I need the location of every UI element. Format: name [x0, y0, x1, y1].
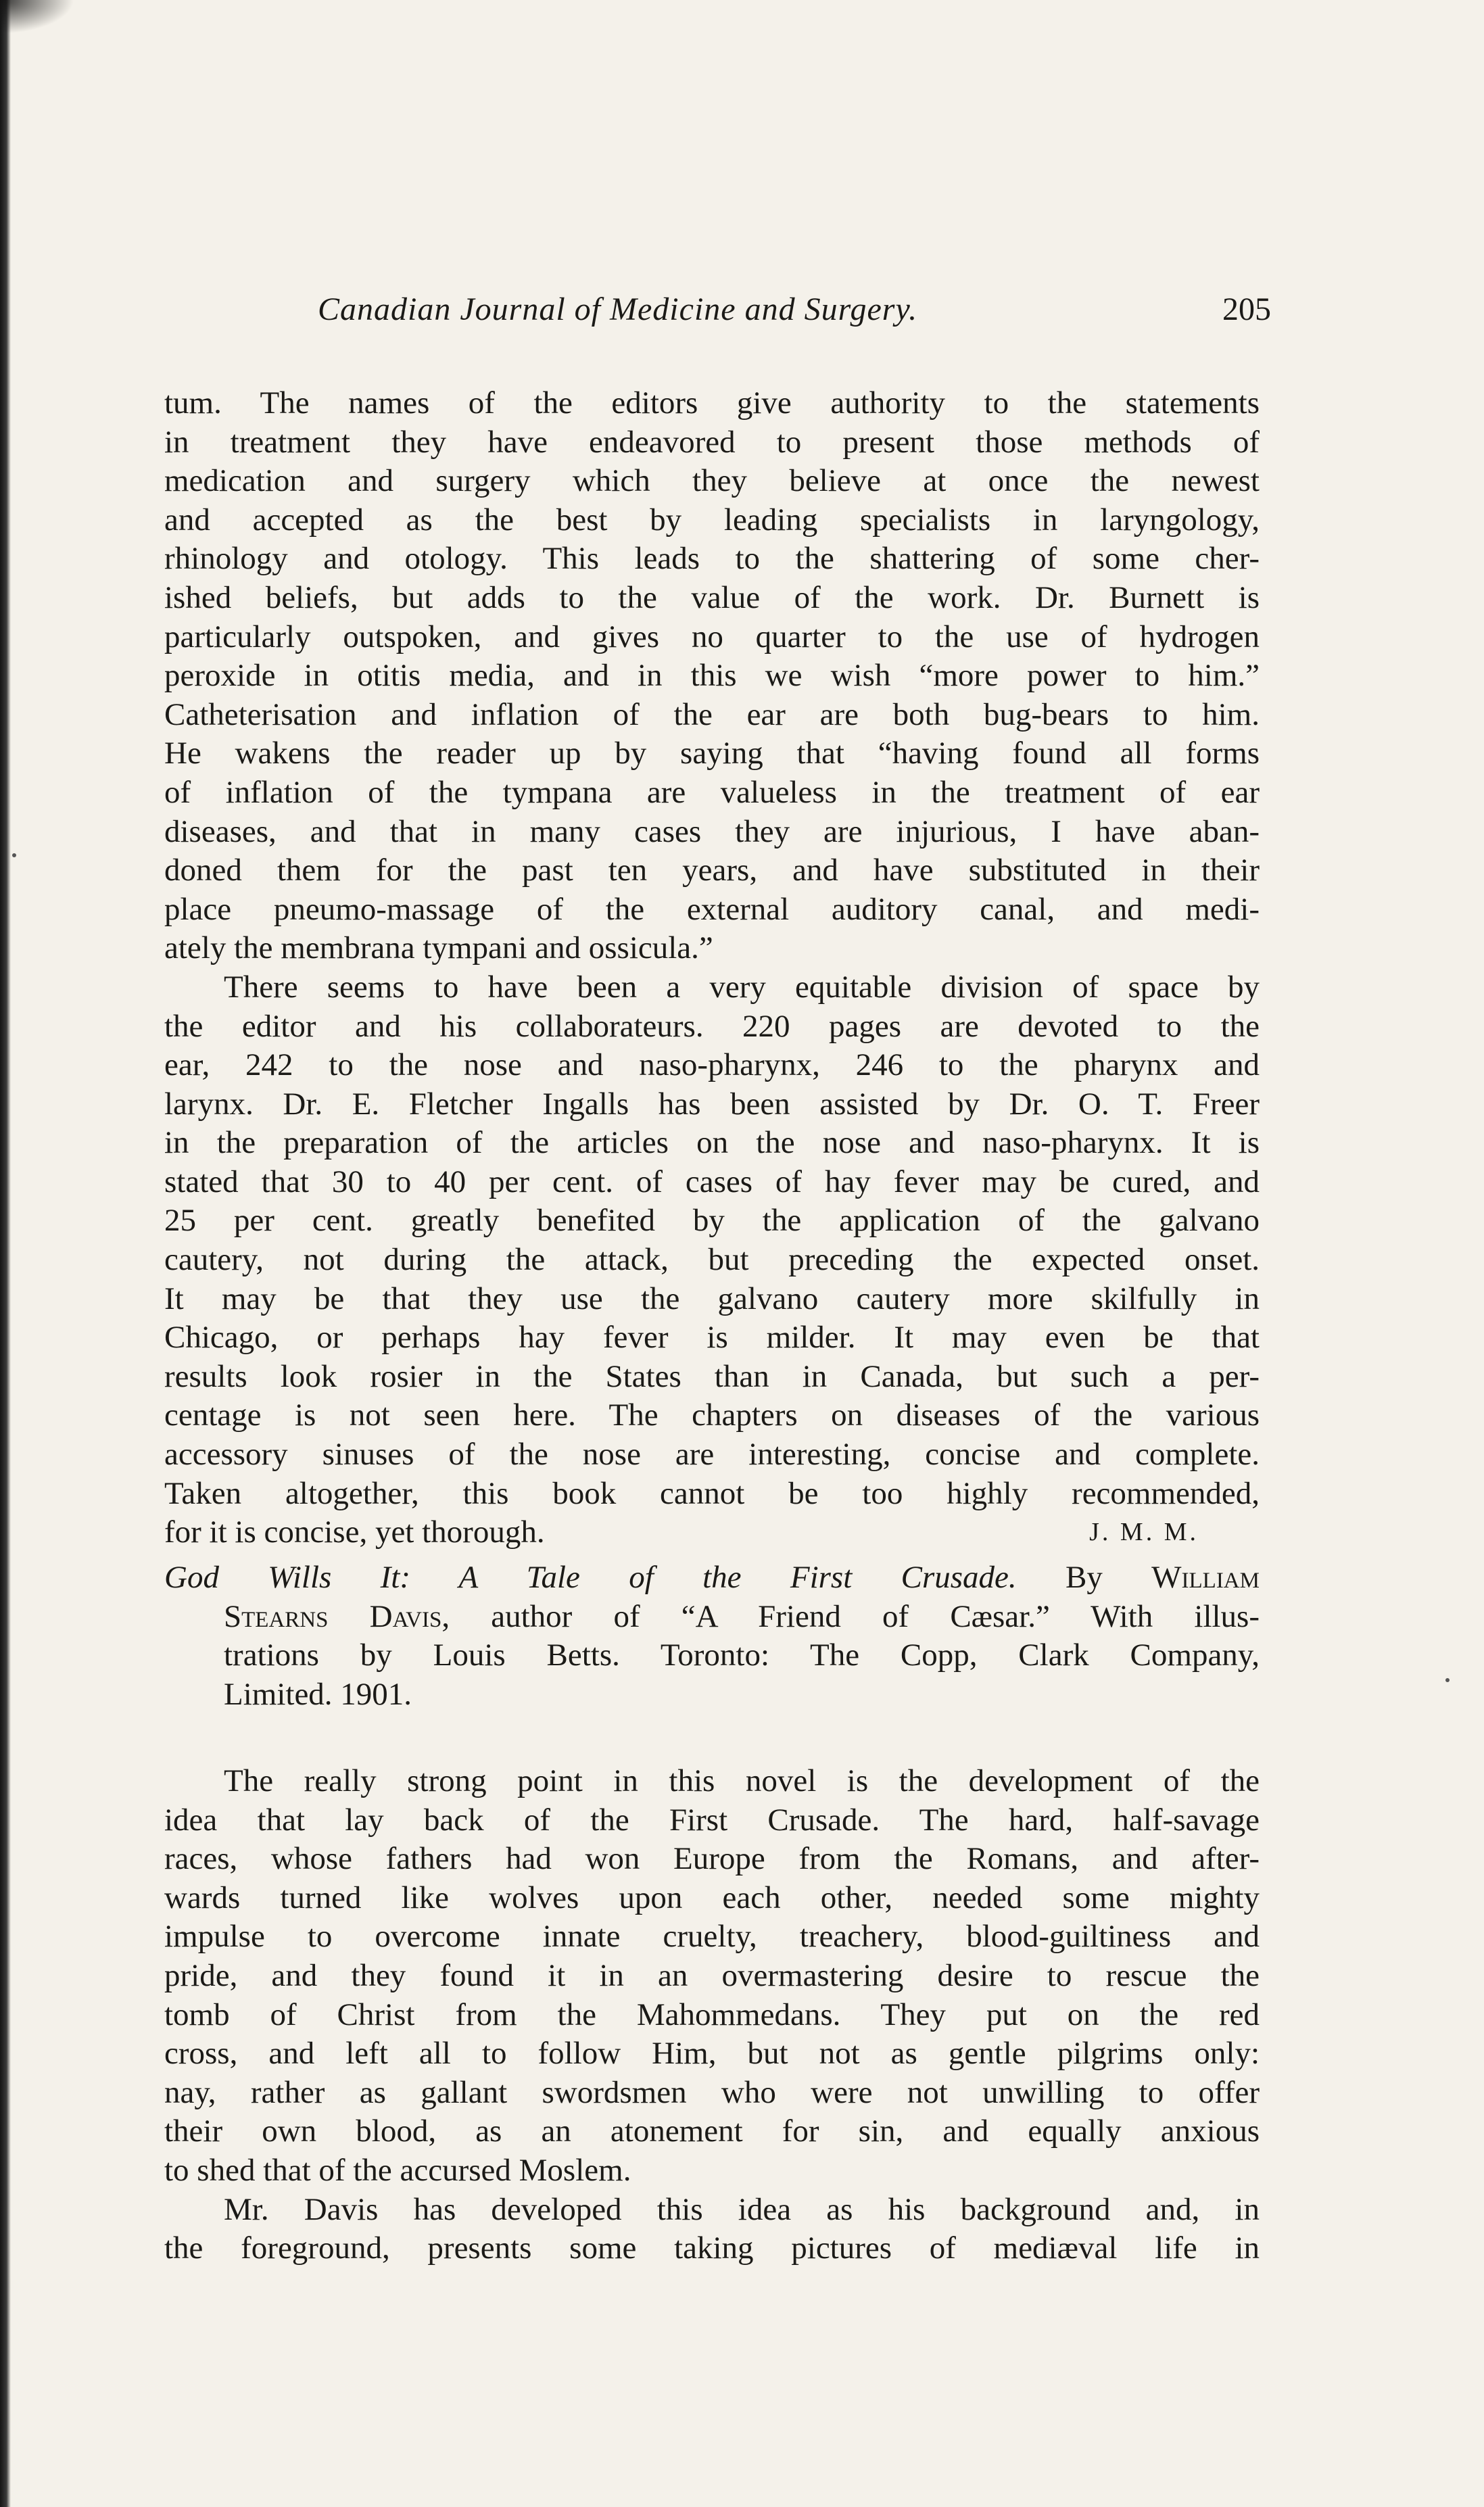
- author-name: Stearns Davis: [224, 1598, 442, 1634]
- heading-line: trations by Louis Betts. Toronto: The Copp, Clark Company,: [224, 1638, 1260, 1673]
- heading-by: By: [1016, 1560, 1152, 1595]
- book-review-body: [164, 1762, 1260, 2268]
- text-line: the editor and his collaborateurs. 220 pages are devoted to the: [164, 1008, 1260, 1044]
- running-head: [318, 291, 1271, 338]
- text-line: rhinology and otology. This leads to the shattering of some cher-: [164, 541, 1260, 577]
- text-line: results look rosier in the States than in Canada, but such a per-: [164, 1358, 1260, 1394]
- author-name: William: [1151, 1560, 1260, 1595]
- text-line: to shed that of the accursed Moslem.: [164, 2152, 631, 2188]
- text-line: tum. The names of the editors give authority to the statements: [164, 385, 1260, 421]
- text-line: idea that lay back of the First Crusade. The hard, half-savage: [164, 1802, 1260, 1838]
- review-continuation: [164, 384, 1260, 1552]
- text-line: Taken altogether, this book cannot be too highly recommended,: [164, 1475, 1260, 1511]
- text-line: ished beliefs, but adds to the value of the work. Dr. Burnett is: [164, 579, 1260, 615]
- heading-line: Limited. 1901.: [224, 1676, 412, 1712]
- page-binding-edge: [0, 0, 11, 2507]
- text-line: of inflation of the tympana are valueless in the treatment of ear: [164, 774, 1260, 810]
- text-line: in the preparation of the articles on the nose and naso-pharynx. It is: [164, 1125, 1260, 1161]
- stray-ink-dot: [1445, 1678, 1450, 1682]
- text-line: and accepted as the best by leading specialists in laryngology,: [164, 502, 1260, 538]
- stray-ink-dot: [12, 853, 16, 857]
- text-line: larynx. Dr. E. Fletcher Ingalls has been assisted by Dr. O. T. Freer: [164, 1086, 1260, 1122]
- text-line: particularly outspoken, and gives no quarter to the use of hydrogen: [164, 619, 1260, 654]
- text-line: Chicago, or perhaps hay fever is milder. It may even be that: [164, 1320, 1260, 1356]
- text-line: cautery, not during the attack, but preceding the expected onset.: [164, 1242, 1260, 1278]
- text-line: 25 per cent. greatly benefited by the application of the galvano: [164, 1203, 1260, 1239]
- text-line: cross, and left all to follow Him, but not as gentle pilgrims only:: [164, 2036, 1260, 2072]
- signoff-line: [164, 1513, 1260, 1552]
- text-line: tomb of Christ from the Mahommedans. They put on the red: [164, 1997, 1260, 2032]
- text-line: accessory sinuses of the nose are interesting, concise and complete.: [164, 1437, 1260, 1473]
- text-line: centage is not seen here. The chapters on diseases of the various: [164, 1398, 1260, 1433]
- heading-line: [164, 1598, 1260, 1637]
- text-line: nay, rather as gallant swordsmen who were not unwilling to offer: [164, 2074, 1260, 2110]
- text-line: Catheterisation and inflation of the ear are both bug-bears to him.: [164, 696, 1260, 732]
- heading-text: , author of “A Friend of Cæsar.” With illus-: [441, 1598, 1260, 1634]
- heading-line: [164, 1558, 1260, 1598]
- journal-title: Canadian Journal of Medicine and Surgery.: [318, 291, 918, 327]
- text-line: He wakens the reader up by saying that “having found all forms: [164, 736, 1260, 771]
- text-line: There seems to have been a very equitable division of space by: [224, 969, 1260, 1005]
- text-line: ear, 242 to the nose and naso-pharynx, 246 to the pharynx and: [164, 1047, 1260, 1083]
- text-line: stated that 30 to 40 per cent. of cases of hay fever may be cured, and: [164, 1164, 1260, 1199]
- ink-smudge: [0, 0, 74, 34]
- text-line: diseases, and that in many cases they are injurious, I have aban-: [164, 813, 1260, 849]
- text-line: medication and surgery which they believe at once the newest: [164, 463, 1260, 499]
- text-line: in treatment they have endeavored to present those methods of: [164, 424, 1260, 460]
- text-line: for it is concise, yet thorough.: [164, 1514, 545, 1550]
- book-review-heading: [164, 1558, 1260, 1714]
- text-line: wards turned like wolves upon each other, needed some mighty: [164, 1880, 1260, 1915]
- text-line: their own blood, as an atonement for sin, and equally anxious: [164, 2114, 1260, 2149]
- page-number: 205: [1222, 291, 1271, 327]
- reviewer-signature: J. M. M.: [1089, 1518, 1199, 1547]
- text-line: ately the membrana tympani and ossicula.”: [164, 930, 713, 966]
- text-line: peroxide in otitis media, and in this we wish “more power to him.”: [164, 658, 1260, 694]
- text-line: pride, and they found it in an overmastering desire to rescue the: [164, 1957, 1260, 1993]
- text-line: Mr. Davis has developed this idea as his background and, in: [224, 2191, 1260, 2227]
- text-line: It may be that they use the galvano cautery more skilfully in: [164, 1281, 1260, 1316]
- text-line: impulse to overcome innate cruelty, treachery, blood-guiltiness and: [164, 1919, 1260, 1955]
- text-line: The really strong point in this novel is the development of the: [224, 1763, 1260, 1798]
- book-title: God Wills It: A Tale of the First Crusade.: [164, 1560, 1017, 1595]
- text-line: the foreground, presents some taking pictures of mediæval life in: [164, 2230, 1260, 2266]
- text-line: place pneumo-massage of the external auditory canal, and medi-: [164, 891, 1260, 927]
- text-line: doned them for the past ten years, and have substituted in their: [164, 853, 1260, 888]
- text-line: races, whose fathers had won Europe from the Romans, and after-: [164, 1841, 1260, 1877]
